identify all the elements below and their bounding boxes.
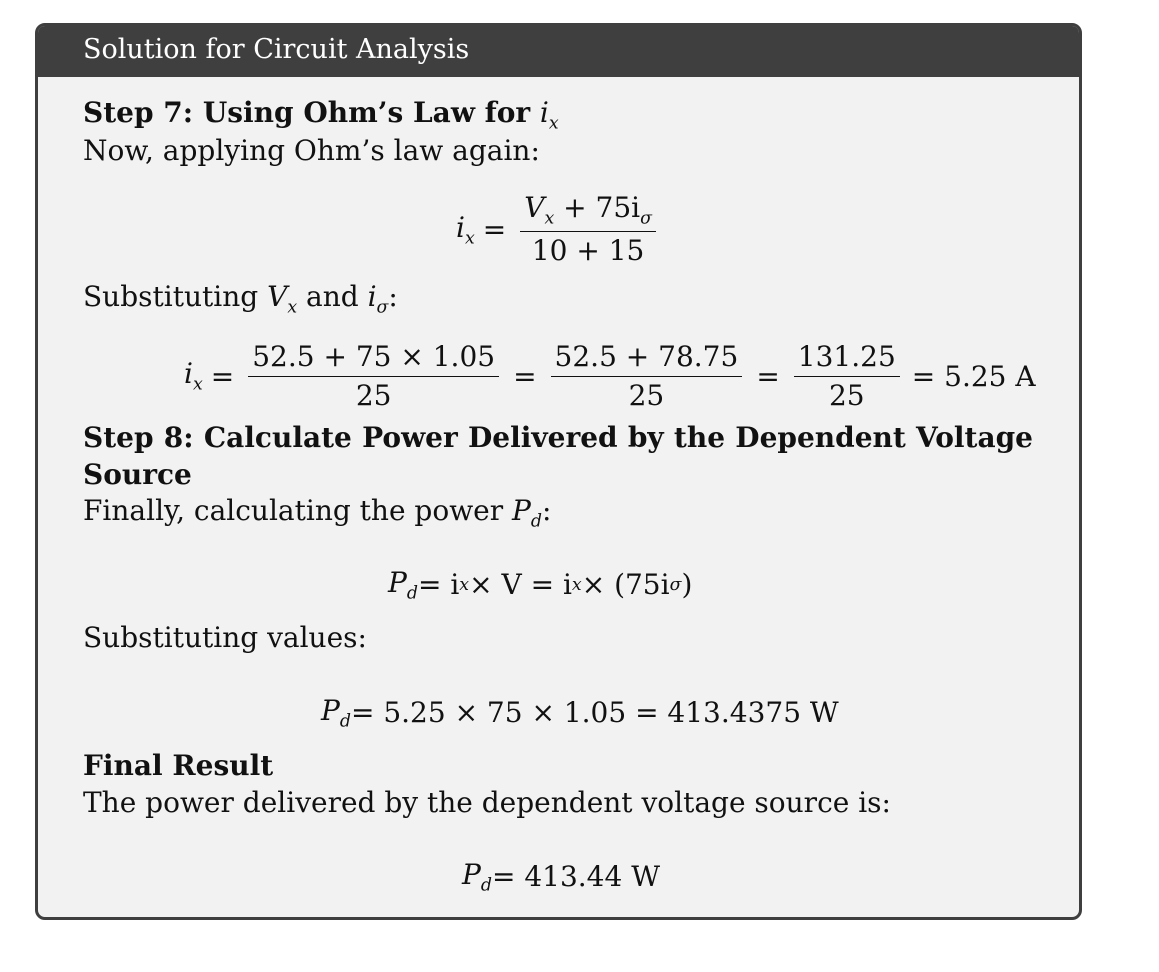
equation-power-formula: $P_d$ = i x × V = i x × (75i σ ) (388, 566, 693, 604)
step7-heading-text: Step 7: Using Ohm’s Law for (83, 96, 531, 129)
final-heading: Final Result (83, 749, 274, 782)
step8-substituting: Substituting values: (83, 621, 367, 654)
solution-box (35, 23, 1082, 920)
step7-heading-var: $i_x$ (539, 96, 559, 134)
eq2-fraction-3: $\frac{131.25}{25}$ (794, 340, 900, 412)
eq2-fraction-2: $\frac{52.5 + 78.75}{25}$ (551, 340, 743, 412)
step8-heading-line1: Step 8: Calculate Power Delivered by the Dependent Voltage (83, 421, 1033, 454)
step7-substituting: Substituting $V_x$ and $i_\sigma$: (83, 280, 398, 318)
box-header (38, 26, 1079, 77)
eq1-equals: = (482, 213, 507, 246)
equation-ix-substituted: $i_x$ = $\frac{52.5 + 75 \times 1.05}{25}$ = $\frac{52.5 + 78.75}{25}$ = $\frac{131.25}{25}$ = 5.25 A (184, 340, 1036, 412)
box-title: Solution for Circuit Analysis (83, 34, 470, 65)
step7-intro: Now, applying Ohm’s law again: (83, 134, 540, 167)
equation-ix-ohm (456, 191, 662, 268)
eq2-fraction-1: $\frac{52.5 + 75 \times 1.05}{25}$ (248, 340, 499, 412)
equation-power-substituted: $P_d$ = 5.25 × 75 × 1.05 = 413.4375 W (321, 694, 839, 732)
step8-intro: Finally, calculating the power $P_d$: (83, 494, 552, 532)
eq1-lhs: $i_x$ (456, 210, 475, 249)
equation-final-result: $P_d$ = 413.44 W (462, 858, 660, 896)
final-text: The power delivered by the dependent voltage source is: (83, 786, 891, 819)
eq2-result: = 5.25 A (911, 359, 1036, 393)
step7-heading (83, 97, 559, 135)
eq2-lhs: $i_x$ (184, 357, 203, 395)
eq1-fraction: $\frac{V_x + 75i_\sigma}{10 + 15}$ (520, 191, 656, 268)
step8-heading-line2: Source (83, 458, 192, 491)
